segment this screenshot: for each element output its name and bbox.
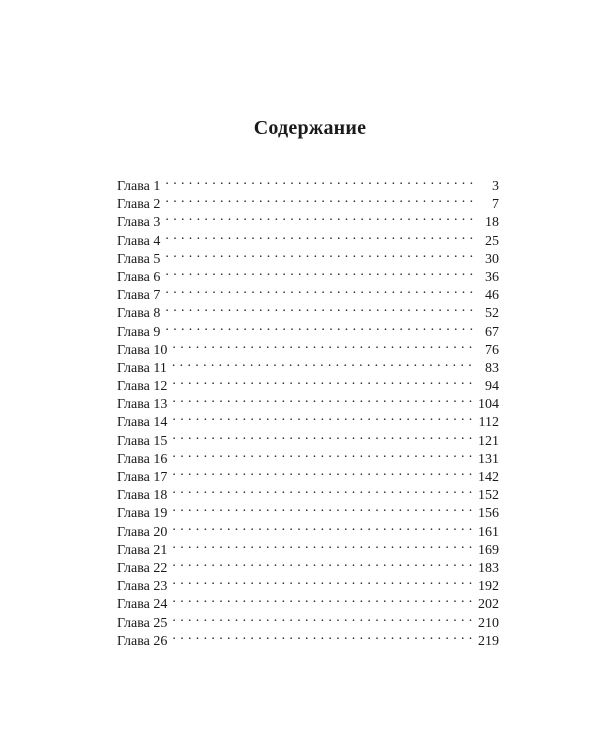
toc-entry-page-number: 94 [485,379,499,395]
toc-entry [117,481,499,504]
dot-leader [165,263,475,281]
toc-entry-label: Глава 12 [117,379,168,395]
toc-entry-page-number: 112 [478,415,499,431]
toc-entry-label: Глава 19 [117,506,168,522]
toc-entry-page-number: 3 [492,179,499,194]
toc-entry [117,536,499,558]
toc-entry [117,354,499,376]
toc-entry-page-number: 202 [478,597,499,613]
toc-entry-label: Глава 22 [117,560,168,576]
toc-entry [117,190,499,213]
toc-entry-label: Глава 2 [117,197,161,213]
dot-leader [172,609,474,627]
toc-entry-label: Глава 17 [117,470,168,485]
toc-entry [117,172,499,194]
toc-entry [117,609,499,631]
dot-leader [165,245,475,263]
dot-leader [172,390,474,408]
toc-entry-page-number: 52 [485,306,499,322]
toc-entry-page-number: 104 [478,397,499,413]
dot-leader [172,518,474,536]
toc-entry-page-number: 142 [478,470,499,485]
toc-entry-label: Глава 16 [117,451,168,467]
dot-leader [165,227,475,245]
toc-entry-page-number: 36 [485,269,499,285]
toc-entry-label: Глава 3 [117,215,161,231]
toc-entry-page-number: 210 [478,615,499,631]
dot-leader [165,281,475,299]
toc-entry [117,336,499,358]
toc-entry [117,554,499,576]
toc-entry [117,390,499,413]
dot-leader [172,408,474,426]
toc-entry-page-number: 67 [485,324,499,340]
toc-entry-page-number: 7 [492,197,499,213]
toc-entry-page-number: 192 [478,579,499,595]
toc-entry-label: Глава 7 [117,288,161,304]
dot-leader [165,318,475,336]
dot-leader [172,499,474,517]
toc-entry [117,499,499,522]
dot-leader [165,299,475,317]
dot-leader [172,372,475,390]
toc-entry-label: Глава 11 [117,360,167,376]
dot-leader [172,445,474,463]
page-title: Содержание [253,117,367,139]
toc-entry-label: Глава 21 [117,542,168,558]
toc-entry [117,318,499,340]
toc-entry [117,590,499,613]
dot-leader [172,590,474,608]
dot-leader [172,354,475,372]
toc-entry-page-number: 46 [485,288,499,304]
toc-entry-label: Глава 9 [117,324,161,340]
dot-leader [172,572,474,590]
toc-entry-page-number: 131 [478,451,499,467]
toc-entry-label: Глава 18 [117,488,168,504]
toc-entry-page-number: 161 [478,524,499,540]
toc-entry-page-number: 83 [485,360,499,376]
dot-leader [172,463,474,481]
table-of-contents [117,172,499,649]
toc-entry-label: Глава 13 [117,397,168,413]
toc-entry-label: Глава 25 [117,615,168,631]
toc-entry-page-number: 219 [478,633,499,649]
toc-entry-page-number: 121 [478,433,499,449]
toc-entry-label: Глава 6 [117,269,161,285]
toc-entry [117,245,499,267]
toc-entry [117,263,499,285]
toc-entry-page-number: 169 [478,542,499,558]
toc-entry [117,372,499,395]
toc-entry-label: Глава 10 [117,342,168,358]
dot-leader [172,627,474,645]
toc-entry-page-number: 183 [478,560,499,576]
toc-entry-label: Глава 1 [117,179,161,194]
toc-entry-label: Глава 26 [117,633,168,649]
toc-entry [117,427,499,449]
toc-entry-label: Глава 5 [117,251,161,267]
toc-entry-page-number: 76 [485,342,499,358]
dot-leader [172,336,475,354]
toc-entry-label: Глава 15 [117,433,168,449]
dot-leader [172,481,474,499]
toc-entry-label: Глава 23 [117,579,168,595]
toc-entry-label: Глава 20 [117,524,168,540]
dot-leader [165,190,475,208]
toc-entry-page-number: 152 [478,488,499,504]
toc-entry-page-number: 18 [485,215,499,231]
toc-entry-label: Глава 8 [117,306,161,322]
toc-entry-page-number: 25 [485,233,499,249]
toc-entry [117,299,499,322]
toc-entry [117,518,499,540]
dot-leader [172,536,474,554]
toc-entry-label: Глава 4 [117,233,161,249]
toc-entry [117,572,499,595]
toc-entry [117,408,499,431]
toc-entry-label: Глава 14 [117,415,168,431]
dot-leader [172,554,474,572]
toc-entry-page-number: 156 [478,506,499,522]
dot-leader [172,427,474,445]
toc-entry [117,281,499,304]
toc-entry-page-number: 30 [485,251,499,267]
toc-entry [117,463,499,485]
toc-entry [117,445,499,467]
toc-entry [117,227,499,249]
dot-leader [165,208,475,226]
toc-entry [117,627,499,649]
toc-entry [117,208,499,231]
dot-leader [165,172,475,190]
toc-entry-label: Глава 24 [117,597,168,613]
